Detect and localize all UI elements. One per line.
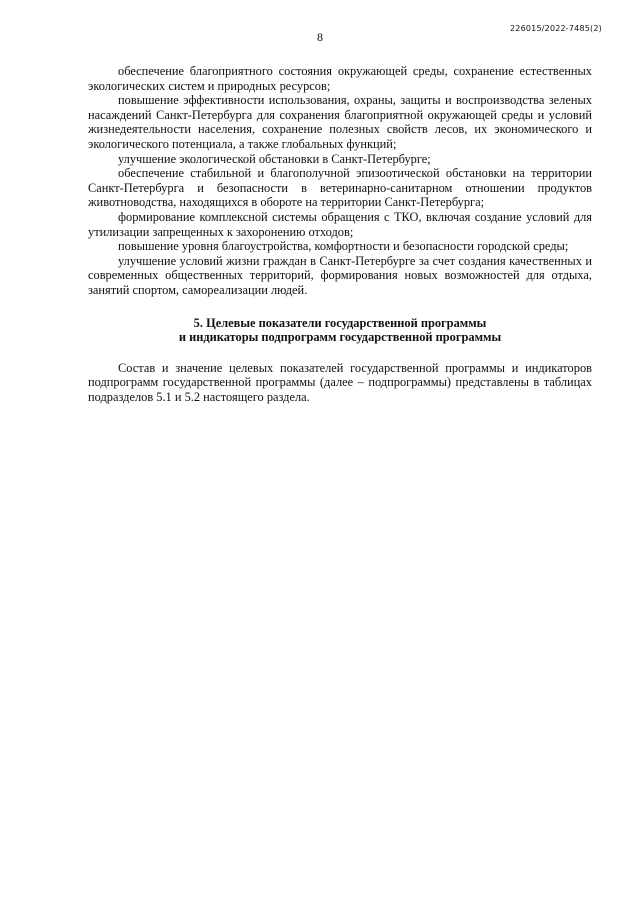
paragraph-waste: формирование комплексной системы обращения с ТКО, включая создание условий для утилизации запрещенных к захоронению отходов; xyxy=(88,209,592,239)
paragraph-urban-comfort: повышение уровня благоустройства, комфортности и безопасности городской среды; xyxy=(118,239,569,254)
paragraph-public-spaces: улучшение условий жизни граждан в Санкт-Петербурге за счет создания качественных и современных общественных территорий, формирования новых возможностей для отдыха, занятий спортом, самореализации людей. xyxy=(88,253,592,297)
paragraph-ecology: улучшение экологической обстановки в Санкт-Петербурге; xyxy=(118,151,431,166)
section-heading-line-1: 5. Целевые показатели государственной программы xyxy=(193,315,487,330)
section-heading xyxy=(88,316,592,345)
section-intro-paragraph: Состав и значение целевых показателей государственной программы и индикаторов подпрограмм государственной программы (далее – подпрограммы) представлены в таблицах подразделов 5.1 и 5.2 настоящего раздела. xyxy=(88,360,592,404)
page-number: 8 xyxy=(317,30,323,44)
document-code: 226015/2022-7485(2) xyxy=(510,24,602,33)
paragraph-epizootic: обеспечение стабильной и благополучной эпизоотической обстановки на территории Санкт-Петербурга и безопасности в ветеринарно-санитарном отношении продуктов животноводства, находящихся в обороте на территории Санкт-Петербурга; xyxy=(88,166,592,210)
paragraph-green-spaces: повышение эффективности использования, охраны, защиты и воспроизводства зеленых насаждений Санкт-Петербурга для сохранения благоприятной окружающей среды и условий жизнедеятельности населения, сохранение полезных свойств лесов, их экономического и экологического потенциала, а также глобальных функций; xyxy=(88,93,592,151)
paragraph-environment: обеспечение благоприятного состояния окружающей среды, сохранение естественных экологических систем и природных ресурсов; xyxy=(88,64,592,93)
section-heading-line-2: и индикаторы подпрограмм государственной программы xyxy=(178,330,502,345)
document-body xyxy=(88,64,592,404)
